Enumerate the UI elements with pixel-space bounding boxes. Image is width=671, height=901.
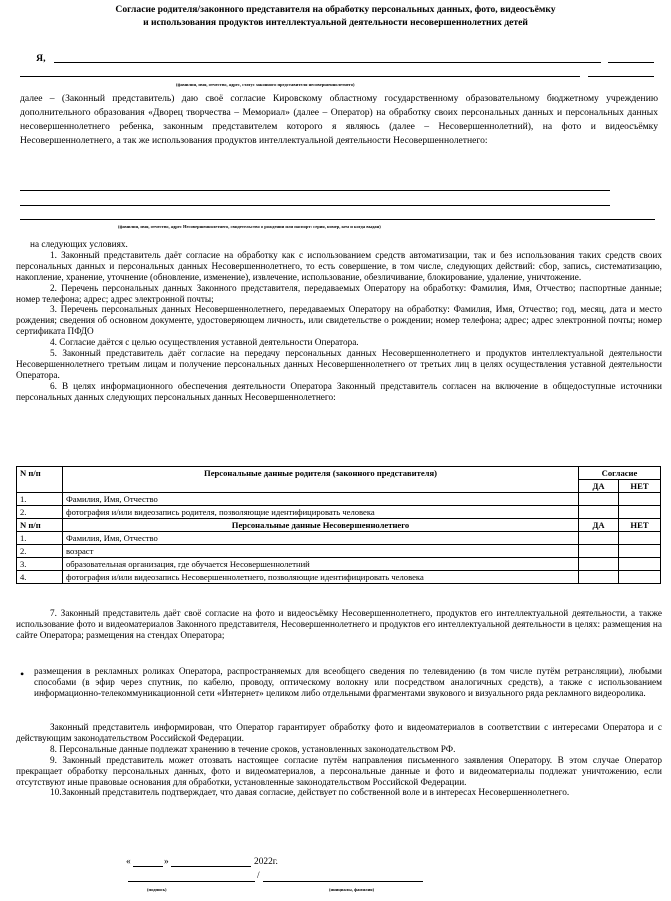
table-row: [17, 545, 661, 558]
parent-address-line-end[interactable]: [588, 76, 654, 77]
yes-header-child: ДА: [579, 519, 619, 532]
table-row: [17, 558, 661, 571]
date-year: 2022г.: [254, 857, 278, 867]
no-cell[interactable]: [619, 532, 661, 545]
bullet-paragraph: [34, 667, 662, 700]
row-num: 1.: [17, 532, 63, 545]
clause-1: 1. Законный представитель даёт согласие на обработку как с использованием средств автоматизации, так и без использования таких средств своих персональных данных и персональных данных Несовершеннолетнего, то есть совершение, в том числе, следующих действий: сбор, запись, систематизацию, накопление, хранение, уточнение (обновление, изменение), извлечение, использование, обезличивание, блокирование, удаление, уничтожение.: [16, 250, 662, 283]
parent-address-line[interactable]: [20, 76, 580, 77]
intro-paragraph: [20, 92, 658, 148]
table-row: [17, 493, 661, 506]
row-num: 2.: [17, 545, 63, 558]
row-num: 2.: [17, 506, 63, 519]
row-text: фотография и/или видеозапись Несовершеннолетнего, позволяющие идентифицировать человека: [63, 571, 579, 584]
clause-9: 9. Законный представитель может отозвать настоящее согласие путём направления письменного заявления Оператору. В этом случае Оператор прекращает обработку персональных данных, фото и видеоматериалов, а персональные данные и фото и видеоматериалы подлежат уничтожению, если отсутствуют иные правовые основания для обработки, установленные законодательством Российской Федерации.: [16, 755, 662, 788]
row-num: 3.: [17, 558, 63, 571]
title-line-2: и использования продуктов интеллектуальной деятельности несовершеннолетних детей: [143, 16, 528, 28]
yes-cell[interactable]: [579, 493, 619, 506]
clause-4: 4. Согласие даётся с целью осуществления уставной деятельности Оператора.: [50, 338, 359, 349]
clause-8: 8. Персональные данные подлежат хранению в течение сроков, установленных законодательством РФ.: [50, 744, 456, 755]
no-cell[interactable]: [619, 545, 661, 558]
clause-6: 6. В целях информационного обеспечения деятельности Оператора Законный представитель согласен на включение в общедоступные источники персональных данных следующих персональных данных Несовершеннолетнего:: [16, 381, 662, 403]
row-num: 1.: [17, 493, 63, 506]
bullet-icon: •: [20, 667, 25, 681]
clause-7: 7. Законный представитель даёт своё согласие на фото и видеосъёмку Несовершеннолетнего, продуктов его интеллектуальной деятельности, а также использование фото и видеоматериалов Законного представителя, Несовершеннолетнего и продуктов его интеллектуальной деятельности в целях: размещения на сайте Оператора; размещения на стендах Оператора;: [16, 609, 662, 641]
date-month-line[interactable]: [171, 866, 251, 867]
num-header-child: N п/п: [17, 519, 63, 532]
clause-10: 10.Законный представитель подтверждает, что давая согласие, действует по собственной воле и в интересах Несовершеннолетнего.: [50, 788, 570, 799]
consent-header: Согласие: [579, 467, 661, 480]
informed-text: Законный представитель информирован, что Оператор гарантирует обработку фото и видеоматериалов в соответствии с интересами Оператора и с действующим законодательством Российской Федерации.: [16, 723, 662, 744]
intro-text: далее – (Законный представитель) даю своё согласие Кировскому областному государственному образовательному бюджетному учреждению дополнительного образования «Дворец творчества – Мемориал» (далее – Оператор) на обработку своих персональных данных и персональных данных несовершеннолетнего ребенка, законным представителем которого я являюсь (далее – Несовершеннолетний), на фото и видеосъёмку Несовершеннолетнего, а так же использования продуктов интеллектуальной деятельности Несовершеннолетнего:: [20, 93, 658, 146]
initials-line[interactable]: [263, 881, 423, 882]
personal-data-table: [16, 466, 661, 584]
row-num: 4.: [17, 571, 63, 584]
child-data-header: Персональные данные Несовершеннолетнего: [63, 519, 579, 532]
clause-2: 2. Перечень персональных данных Законного представителя, передаваемых Оператору на обработку: Фамилия, Имя, Отчество; паспортные данные; номер телефона; адрес; адрес электронной почты;: [16, 283, 662, 305]
date-open-quote: «: [126, 857, 131, 867]
no-cell[interactable]: [619, 558, 661, 571]
date-day-line[interactable]: [133, 866, 163, 867]
date-close-quote: »: [164, 857, 169, 867]
yes-cell[interactable]: [579, 506, 619, 519]
conditions-section: [16, 240, 662, 404]
usage-section: [16, 609, 662, 642]
num-header: N п/п: [17, 467, 63, 493]
row-text: Фамилия, Имя, Отчество: [63, 493, 579, 506]
parent-header-row: [17, 467, 661, 480]
parent-name-line-end[interactable]: [608, 62, 654, 63]
child-data-line-2[interactable]: [20, 205, 610, 206]
yes-cell[interactable]: [579, 545, 619, 558]
row-text: возраст: [63, 545, 579, 558]
no-cell[interactable]: [619, 506, 661, 519]
signature-caption: (подпись): [147, 887, 167, 892]
signature-slash: /: [257, 871, 260, 881]
row-text: фотография и/или видеозапись родителя, позволяющие идентифицировать человека: [63, 506, 579, 519]
table-row: [17, 571, 661, 584]
child-header-row: [17, 519, 661, 532]
yes-cell[interactable]: [579, 558, 619, 571]
title-line-1: Согласие родителя/законного представителя на обработку персональных данных, фото, видеосъёмку: [115, 4, 556, 15]
no-header: НЕТ: [619, 480, 661, 493]
clause-3: 3. Перечень персональных данных Несовершеннолетнего, передаваемых Оператору на обработку: Фамилия, Имя, Отчество; год, месяц, дата и место рождения; сведения об основном документе, удостоверяющем личность, или свидетельстве о рождении; номер телефона; адрес; адрес электронной почты; номер сертификата ПФДО: [16, 305, 662, 338]
final-clauses: [16, 723, 662, 799]
yes-header: ДА: [579, 480, 619, 493]
yes-cell[interactable]: [579, 532, 619, 545]
table-row: [17, 532, 661, 545]
bullet-text: размещения в рекламных роликах Оператора, распространяемых для всеобщего сведения по телевидению (в том числе путём ретрансляции), любыми способами (в эфир через спутник, по кабелю, проводу, оптическому волокну или посредством аналогичных средств), а также с использованием информационно-телекоммуникационной сети «Интернет» целиком либо отдельными фрагментами звукового и визуального ряда рекламного видеоролика.: [34, 667, 662, 699]
yes-cell[interactable]: [579, 571, 619, 584]
signature-line[interactable]: [128, 881, 255, 882]
clause-5: 5. Законный представитель даёт согласие на передачу персональных данных Несовершеннолетнего и продуктов интеллектуальной деятельности Несовершеннолетнего третьим лицам и получение персональных данных Несовершеннолетнего от третьих лиц в целях осуществления уставной деятельности Оператора.: [16, 349, 662, 381]
row-text: Фамилия, Имя, Отчество: [63, 532, 579, 545]
parent-data-header: Персональные данные родителя (законного представителя): [63, 467, 579, 493]
no-header-child: НЕТ: [619, 519, 661, 532]
initials-caption: (инициалы, фамилия): [329, 887, 375, 892]
child-data-line-1[interactable]: [20, 190, 610, 191]
no-cell[interactable]: [619, 571, 661, 584]
conditions-lead: на следующих условиях.: [30, 240, 128, 250]
ya-label: Я,: [36, 53, 46, 64]
parent-name-line[interactable]: [54, 62, 601, 63]
table-row: [17, 506, 661, 519]
document-title: [18, 4, 653, 29]
no-cell[interactable]: [619, 493, 661, 506]
child-data-line-3[interactable]: [20, 219, 655, 220]
child-caption: (фамилия, имя, отчество, адрес Несовершеннолетнего, свидетельство о рождении или паспорт: серия, номер, кем и когда выдан): [118, 224, 381, 229]
row-text: образовательная организация, где обучается Несовершеннолетний: [63, 558, 579, 571]
parent-caption: (фамилия, имя, отчество, адрес, статус законного представителя несовершеннолетнего): [176, 82, 355, 87]
